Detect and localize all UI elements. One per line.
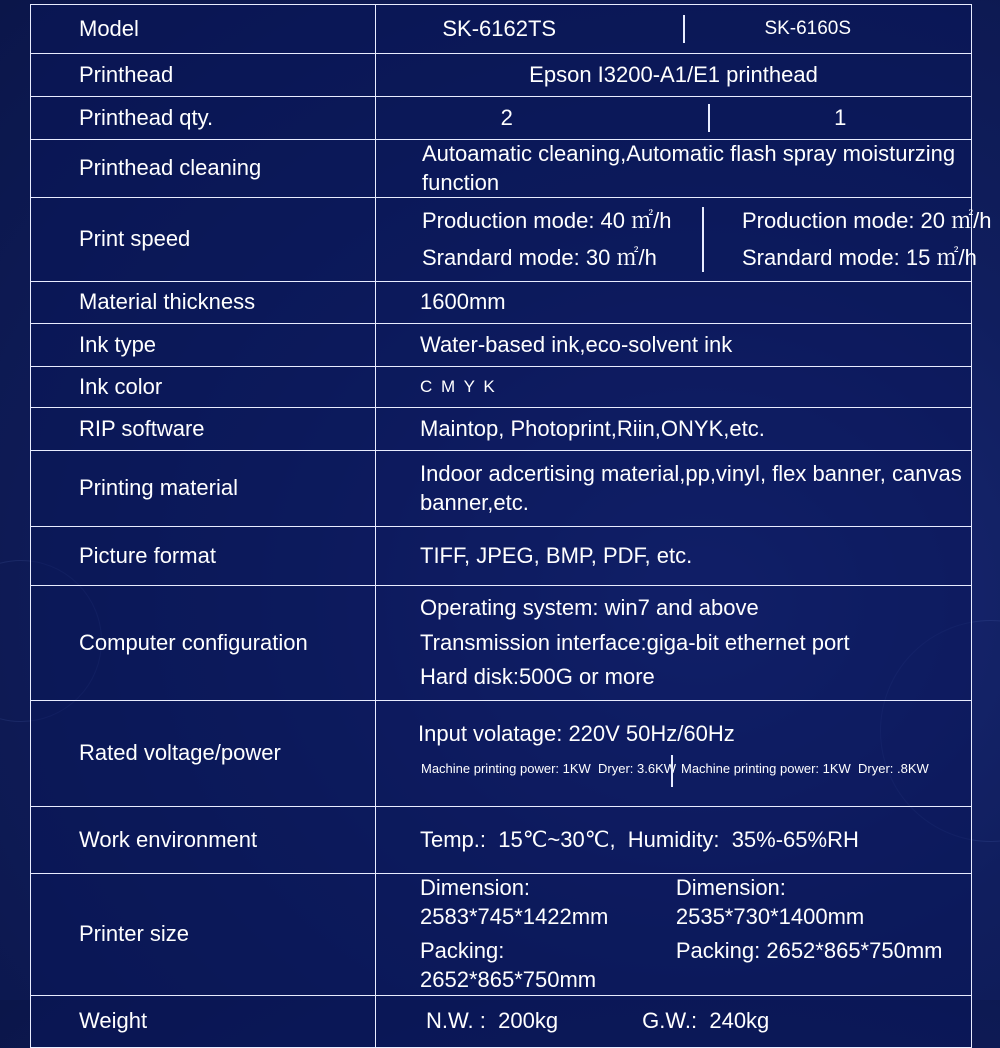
size-line: Packing: 2652*865*750mm [420,938,597,992]
power-col2: Machine printing power: 1KW Dryer: .8KW [671,755,929,788]
row-label: Printhead qty. [31,97,376,140]
config-line: Hard disk:500G or more [420,664,655,690]
row-value [376,995,972,1047]
row-label: Model [31,5,376,54]
table-row-printing-material [31,451,972,527]
speed-line: Srandard mode: 15 ㎡/h [742,244,977,270]
model-col2: SK-6160S [683,15,972,44]
qty-col2: 1 [708,104,972,133]
row-label: Material thickness [31,282,376,324]
row-label: Print speed [31,198,376,282]
table-row-weight [31,995,972,1047]
table-row-printhead [31,54,972,97]
row-value [376,586,972,701]
table-row-rip-software [31,408,972,451]
qty-col1: 2 [500,104,513,130]
row-value: Autoamatic cleaning,Automatic flash spray moisturzing function [376,140,972,198]
voltage-input: Input volatage: 220V 50Hz/60Hz [418,720,735,746]
table-row-print-speed [31,198,972,282]
net-weight: N.W. : 200kg [426,1007,559,1033]
row-label: Ink type [31,324,376,367]
table-row-material-thickness [31,282,972,324]
speed-col1 [376,207,702,272]
table-row-ink-type [31,324,972,367]
config-line: Transmission interface:giga-bit ethernet port [420,629,850,655]
speed-col2 [702,207,991,272]
size-split [376,874,971,994]
power-split [376,755,971,788]
row-value: C M Y K [376,367,972,408]
table-row-printer-size [31,874,972,995]
speed-line: Production mode: 40 ㎡/h [422,208,672,234]
row-label: Printing material [31,451,376,527]
row-label: RIP software [31,408,376,451]
row-value [376,97,972,140]
row-label: Picture format [31,527,376,586]
row-value [376,5,972,54]
size-col2 [676,874,971,994]
speed-line: Production mode: 20 ㎡/h [742,208,992,234]
row-label: Printhead [31,54,376,97]
row-value: Maintop, Photoprint,Riin,ONYK,etc. [376,408,972,451]
row-label: Work environment [31,807,376,874]
row-label: Weight [31,995,376,1047]
row-value: Epson I3200-A1/E1 printhead [376,54,972,97]
size-col1 [376,874,676,994]
power-col1: Machine printing power: 1KW Dryer: 3.6KW [421,760,677,776]
row-value: Indoor adcertising material,pp,vinyl, flex banner, canvas banner,etc. [376,451,972,527]
row-label: Printhead cleaning [31,140,376,198]
row-value [376,701,972,807]
row-value [376,874,972,995]
table-row-work-environment [31,807,972,874]
row-value: Temp.: 15℃~30℃, Humidity: 35%-65%RH [376,807,972,874]
gross-weight: G.W.: 240kg [642,1007,770,1033]
row-label: Printer size [31,874,376,995]
row-value: 1600mm [376,282,972,324]
spec-table [30,4,992,1048]
table-row-model [31,5,972,54]
speed-line: Srandard mode: 30 ㎡/h [422,244,657,270]
table-row-picture-format [31,527,972,586]
row-label: Ink color [31,367,376,408]
size-line: Dimension: 2535*730*1400mm [675,875,865,929]
size-line: Packing: 2652*865*750mm [675,938,943,964]
size-line: Dimension: 2583*745*1422mm [420,875,609,929]
table-row-ink-color [31,367,972,408]
row-label: Rated voltage/power [31,701,376,807]
table-row-printhead-cleaning [31,140,972,198]
table-row-printhead-qty [31,97,972,140]
config-line: Operating system: win7 and above [420,595,759,621]
table-row-rated-voltage [31,701,972,807]
table-row-computer-configuration [31,586,972,701]
row-value: Water-based ink,eco-solvent ink [376,324,972,367]
row-value: TIFF, JPEG, BMP, PDF, etc. [376,527,972,586]
model-col1: SK-6162TS [442,15,557,41]
row-label: Computer configuration [31,586,376,701]
row-value [376,198,992,282]
